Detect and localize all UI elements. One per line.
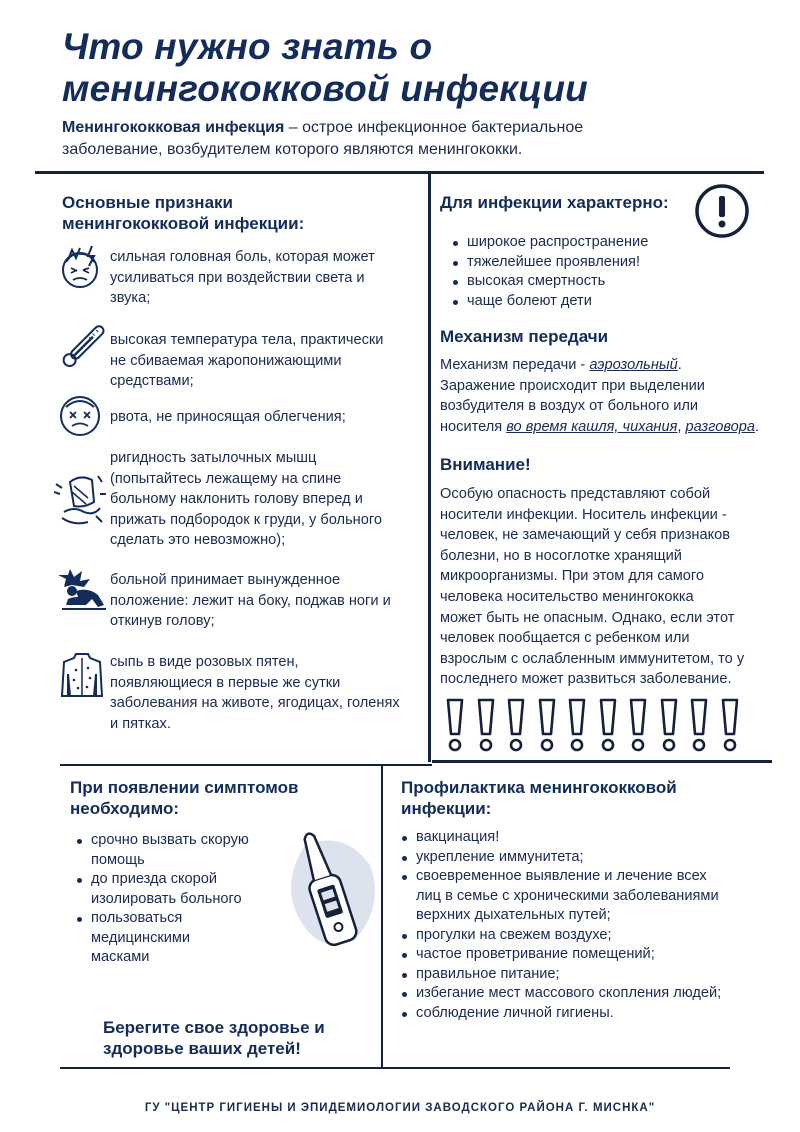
symptom-text-line: высокая температура тела, практически [110, 332, 384, 348]
actions-list [76, 831, 296, 968]
symptom-text-line: сделать это невозможно); [110, 532, 286, 548]
right-bottom-divider [432, 760, 772, 763]
prevention-heading [401, 777, 771, 819]
mechanism-text-line: возбудителя в воздух от больного или [440, 398, 699, 415]
intro-paragraph [62, 117, 742, 161]
characteristic-heading [440, 192, 700, 213]
mechanism-link-aerosol[interactable]: аэрозольный [589, 357, 678, 373]
mechanism-heading [440, 326, 760, 347]
page-title [62, 26, 762, 110]
list-item: высокая смертность [452, 272, 752, 292]
footer-organization: ГУ "ЦЕНТР ГИГИЕНЫ И ЭПИДЕМИОЛОГИИ ЗАВОДСКОГО РАЙОНА Г. МИСНКА" [144, 1102, 656, 1114]
exclamation-mark-icon [568, 698, 586, 754]
slogan-line-1: Берегите свое здоровье и [103, 1018, 325, 1037]
mechanism-heading-text: Механизм передачи [440, 327, 609, 346]
symptom-text-line: усиливаться при воздействии света и [110, 269, 365, 286]
symptoms-heading [62, 192, 422, 234]
title-line-2: менингококковой инфекции [62, 68, 588, 109]
mechanism-link-talk[interactable]: разговора [685, 418, 755, 435]
mechanism-text: Механизм передачи - [440, 357, 590, 373]
attention-text-line: носители инфекции. Носитель инфекции - [440, 506, 727, 523]
attention-text-line: взрослым с ослабленным иммунитетом, то у [440, 650, 745, 667]
exclamation-mark-icon [629, 698, 647, 754]
symptom-text-line: ригидность затылочных мышц [110, 450, 317, 466]
neck-pain-icon [54, 472, 106, 530]
attention-text-line: человека носительство менингококка [440, 588, 694, 605]
symptom-item-vomiting [110, 407, 428, 428]
symptom-text-line: прижать подбородок к груди, у больного [110, 511, 382, 528]
list-item: широкое распространение [452, 233, 752, 253]
warning-exclamation-icon [694, 183, 750, 239]
attention-paragraph [440, 484, 770, 690]
symptom-text-line: звука; [110, 290, 151, 306]
characteristic-heading-text: Для инфекции характерно: [440, 193, 669, 212]
symptom-text-line: (попытайтесь лежащему на спине [110, 470, 342, 487]
attention-text-line: человек пообщается с ребенком или [440, 630, 690, 647]
mechanism-text: носителя [440, 418, 507, 435]
symptom-text-line: заболевания на животе, ягодицах, голенях [110, 695, 400, 711]
title-line-1: Что нужно знать о [62, 26, 433, 67]
mechanism-text: , [677, 418, 686, 435]
symptom-text-line: средствами; [110, 373, 194, 389]
mechanism-text: . [755, 418, 760, 435]
mechanism-paragraph [440, 355, 770, 437]
exclamation-mark-icon [507, 698, 525, 754]
exclamation-mark-icon [446, 698, 464, 754]
symptom-text-line: сильная головная боль, которая может [110, 249, 375, 265]
digital-thermometer-icon [275, 825, 380, 955]
actions-heading-line-1: При появлении симптомов [70, 778, 299, 797]
list-item: до приезда скорой изолировать больного [76, 870, 296, 909]
list-item: прогулки на свежем воздухе; [401, 926, 776, 946]
attention-text-line: микроорганизмы. При этом для самого [440, 568, 705, 585]
list-item: частое проветривание помещений; [401, 945, 776, 965]
symptom-text-line: больной принимает вынужденное [110, 572, 341, 588]
prevention-heading-line-1: Профилактика менингококковой [401, 778, 677, 797]
attention-text-line: человек, не замечающий у себя признаков [440, 527, 731, 544]
mechanism-text: . [677, 357, 682, 373]
lying-person-icon [58, 567, 108, 611]
list-item: чаще болеют дети [452, 292, 752, 312]
symptom-text-line: и пятках. [110, 715, 171, 732]
actions-heading [70, 777, 370, 819]
exclamation-mark-icon [660, 698, 678, 754]
list-item: избегание мест массового скопления людей; [401, 984, 776, 1004]
list-item: соблюдение личной гигиены. [401, 1004, 776, 1024]
symptom-text-line: положение: лежит на боку, поджав ноги и [110, 592, 391, 609]
symptom-item-headache [110, 247, 428, 309]
list-item: тяжелейшее проявления! [452, 253, 752, 273]
list-item: своевременное выявление и лечение всех лиц в семье с хроническими заболеваниями верхних дыхательных путей; [401, 867, 776, 926]
prevention-list [401, 828, 776, 1023]
list-item: пользоваться медицинскими масками [76, 909, 296, 968]
symptom-text-line: сыпь в виде розовых пятен, [110, 654, 299, 670]
symptom-item-rash [110, 652, 428, 734]
list-item: укрепление иммунитета; [401, 848, 776, 868]
slogan [103, 1017, 373, 1059]
list-item: срочно вызвать скорую помощь [76, 831, 296, 870]
symptom-text-line: откинув голову; [110, 613, 215, 629]
attention-heading-text: Внимание! [440, 455, 531, 474]
symptom-text-line: не сбиваемая жаропонижающими [110, 352, 342, 369]
list-item: правильное питание; [401, 965, 776, 985]
intro-line-2: заболевание, возбудителем которого являются менингококки. [62, 141, 523, 158]
prevention-heading-line-2: инфекции: [401, 799, 492, 818]
intro-term: Менингококковая инфекция [62, 119, 285, 136]
symptom-text-line: появляющиеся в первые же сутки [110, 674, 341, 691]
symptom-text-line: рвота, не приносящая облегчения; [110, 409, 346, 425]
symptom-item-neck-stiffness [110, 448, 428, 551]
attention-text-line: Особую опасность представляют собой [440, 486, 711, 502]
characteristic-list [452, 233, 752, 311]
symptoms-heading-line-2: менингококковой инфекции: [62, 214, 305, 233]
exclamation-mark-icon [690, 698, 708, 754]
exclamation-mark-icon [721, 698, 739, 754]
symptom-item-forced-position [110, 570, 428, 632]
symptoms-heading-line-1: Основные признаки [62, 193, 233, 212]
exclamation-mark-icon [538, 698, 556, 754]
headache-face-icon [58, 242, 104, 292]
exclamation-mark-icon [477, 698, 495, 754]
thermometer-icon [58, 322, 106, 372]
attention-heading [440, 454, 760, 475]
left-bottom-divider [60, 764, 432, 766]
intro-rest: – острое инфекционное бактериальное [284, 119, 584, 136]
attention-text-line: может быть не опасным. Однако, если этот [440, 609, 735, 626]
bottom-column-divider [381, 765, 383, 1067]
slogan-line-2: здоровье ваших детей! [103, 1039, 301, 1058]
nausea-face-icon [58, 393, 102, 439]
column-divider [428, 172, 431, 762]
list-item: вакцинация! [401, 828, 776, 848]
mechanism-link-cough[interactable]: во время кашля, чихания [506, 418, 678, 435]
symptom-text-line: больному наклонить голову вперед и [110, 491, 363, 507]
symptom-item-fever [110, 330, 428, 392]
bottom-divider [60, 1067, 730, 1069]
actions-heading-line-2: необходимо: [70, 799, 180, 818]
attention-text-line: болезни, но в носоглотке хранящий [440, 547, 682, 564]
mechanism-text-line: Заражение происходит при выделении [440, 377, 705, 394]
rash-shirt-icon [60, 652, 104, 698]
top-divider [35, 171, 764, 174]
exclamation-mark-icon [599, 698, 617, 754]
attention-text-line: последнего может развиться заболевание. [440, 671, 732, 688]
